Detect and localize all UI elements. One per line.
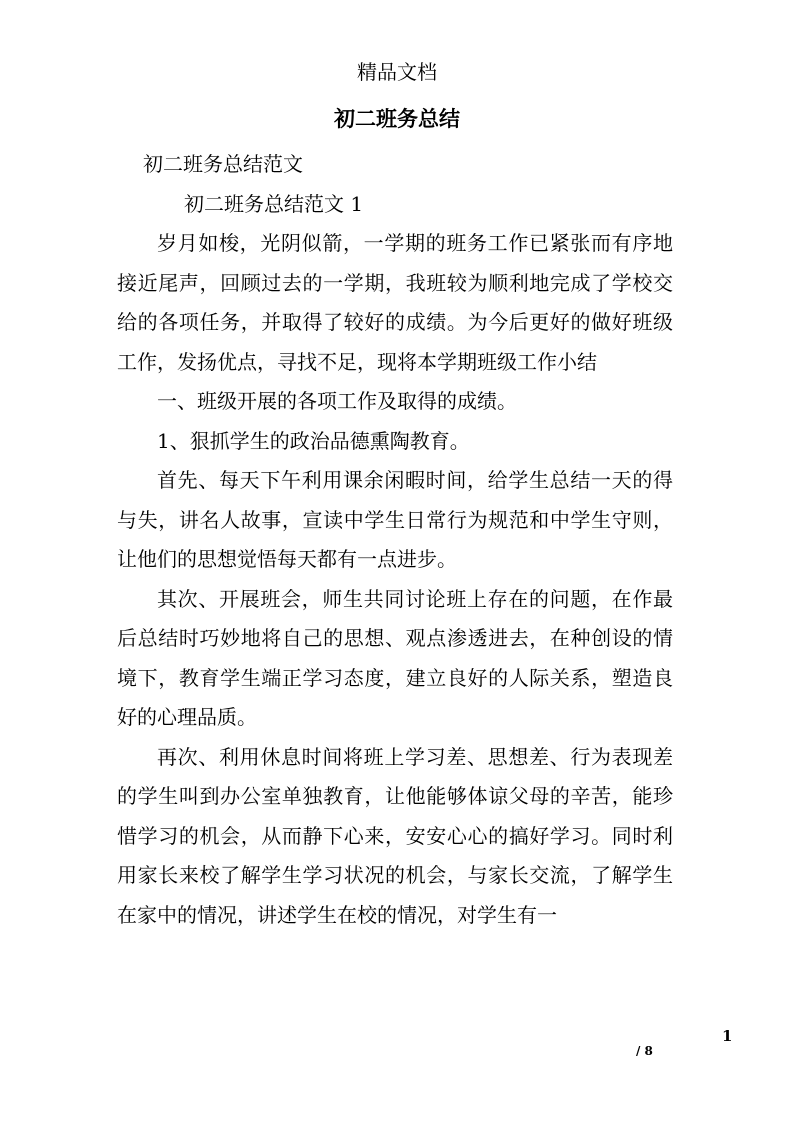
page-header: 精品文档 bbox=[357, 60, 437, 84]
page-total: / 8 bbox=[636, 1044, 653, 1058]
paragraph-second: 其次、开展班会，师生共同讨论班上存在的问题，在作最后总结时巧妙地将自己的思想、观点渗透进去，在种创设的情境下，教育学生端正学习态度，建立良好的人际关系，塑造良好的心理品质。 bbox=[117, 586, 673, 729]
paragraph-heading-1: 一、班级开展的各项工作及取得的成绩。 bbox=[157, 389, 517, 413]
paragraph-intro: 岁月如梭，光阴似箭，一学期的班务工作已紧张而有序地接近尾声，回顾过去的一学期，我班较为顺利地完成了学校交给的各项任务，并取得了较好的成绩。为今后更好的做好班级工作，发扬优点，寻找不足，现将本学期班级工作小结 bbox=[117, 231, 673, 374]
paragraph-first: 首先、每天下午利用课余闲暇时间，给学生总结一天的得与失，讲名人故事，宣读中学生日常行为规范和中学生守则，让他们的思想觉悟每天都有一点进步。 bbox=[117, 468, 673, 571]
document-title: 初二班务总结 bbox=[334, 106, 460, 131]
page-number: 1 bbox=[722, 1027, 733, 1045]
document-body bbox=[117, 145, 673, 935]
paragraph-third: 再次、利用休息时间将班上学习差、思想差、行为表现差的学生叫到办公室单独教育，让他能够体谅父母的辛苦，能珍惜学习的机会，从而静下心来，安安心心的搞好学习。同时利用家长来校了解学生学习状况的机会，与家长交流，了解学生在家中的情况，讲述学生在校的情况，对学生有一 bbox=[117, 744, 673, 927]
paragraph-heading-1-1: 1、狠抓学生的政治品德熏陶教育。 bbox=[157, 428, 470, 453]
section-title: 初二班务总结范文 1 bbox=[184, 191, 364, 216]
document-subtitle: 初二班务总结范文 bbox=[143, 152, 303, 176]
